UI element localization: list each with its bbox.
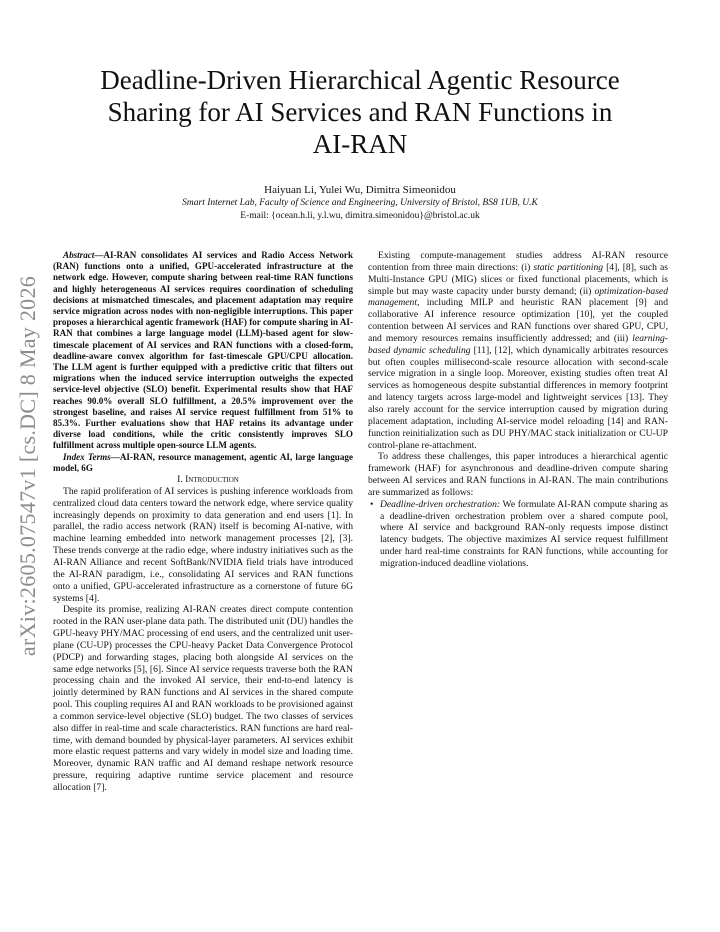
- intro-paragraph-2: Despite its promise, realizing AI-RAN creates direct compute contention rooted in the RAN user-plane data path. The distributed unit (DU) handles the GPU-heavy PHY/MAC processing of end users, and the centralized unit user-plane (CU-UP) processes the CPU-heavy Packet Data Convergence Protocol (PDCP) and forwarding stages, placing both alongside AI services on the same edge networks [5], [6]. Since AI service requests traverse both the RAN processing chain and the invoked AI service, their end-to-end latency is jointly determined by RAN functions and AI services in the shared compute pool. This coupling requires AI and RAN workloads to be provisioned against a common service-level objective (SLO) budget. The two classes of services also differ in real-time and scale characteristics. RAN functions are hard real-time, with demand bounded by physical-layer parameters. AI services exhibit more elastic request patterns and vary widely in model size and loading time. Moreover, dynamic RAN traffic and AI demand reshape network resource pressure, requiring adaptive runtime service placement and resource allocation [7].: [53, 604, 353, 793]
- affiliation: Smart Internet Lab, Faculty of Science and Engineering, University of Bristol, BS8 1UB, U.K: [182, 198, 538, 208]
- paper-title: Deadline-Driven Hierarchical Agentic Resource Sharing for AI Services and RAN Functions in AI-RAN: [100, 65, 620, 159]
- text-run: Existing compute-management studies address AI-RAN resource contention from three main directions: (i): [368, 250, 668, 273]
- index-terms: [53, 452, 353, 474]
- contribution-text: We formulate AI-RAN compute sharing as a deadline-driven orchestration problem over a shared compute pool, where AI service and background RAN-only requests impose distinct latency budgets. The objective maximizes AI service request fulfillment under hard real-time constraints for RAN functions, while accounting for migration-induced deadline violations.: [380, 498, 668, 569]
- intro-paragraph-4: To address these challenges, this paper introduces a hierarchical agentic framework (HAF) for asynchronous and deadline-driven compute sharing between AI services and RAN functions in AI-RAN. The main contributions are summarized as follows:: [368, 451, 668, 498]
- emphasis-learning-scheduling: learning-based dynamic scheduling: [368, 332, 668, 356]
- section-heading-introduction: I. Introduction: [177, 474, 239, 486]
- text-run: , including MILP and heuristic RAN placement [9] and collaborative AI inference resource optimization [10], yet the coupled contention between AI services and RAN functions over shared GPU, CPU, and memory resources remains insufficiently addressed; and (iii): [368, 297, 668, 344]
- right-column: [368, 250, 668, 570]
- abstract-text: —AI-RAN consolidates AI services and Radio Access Network (RAN) functions onto a unified, GPU-accelerated infrastructure at the network edge. However, compute sharing between real-time RAN functions and highly heterogeneous AI services requires coordination of scheduling decisions at mismatched timescales, and placement adaptation may require service migration across nodes with non-negligible interruptions. This paper proposes a hierarchical agentic framework (HAF) for compute sharing in AI-RAN that combines a large language model (LLM)-based agent for slow-timescale placement of AI services and RAN functions with a closed-form, deadline-aware convex algorithm for fast-timescale GPU/CPU allocation. The LLM agent is further equipped with a predictive critic that filters out migrations when the induced service interruption outweighs the expected service-level objective (SLO) benefit. Experimental results show that HAF reaches 90.0% overall SLO fulfillment, a 20.5% improvement over the strongest baseline, and raises AI service request fulfillment from 51% to 85.3%. Further evaluations show that HAF retains its advantage under diverse load conditions, while the critic consistently improves SLO fulfillment across multiple open-source LLM agents.: [53, 250, 353, 451]
- index-terms-label: Index Terms: [63, 451, 111, 462]
- author-email: E-mail: {ocean.h.li, y.l.wu, dimitra.simeonidou}@bristol.ac.uk: [240, 211, 480, 221]
- contribution-item: [370, 498, 668, 570]
- abstract: [53, 250, 353, 452]
- contribution-title: Deadline-driven orchestration:: [380, 498, 501, 510]
- emphasis-static-partitioning: static partitioning: [533, 261, 604, 273]
- bullet-marker: •: [370, 498, 374, 510]
- contribution-list: [368, 499, 668, 570]
- arxiv-sidebar-stamp: [10, 246, 46, 686]
- text-run: [11], [12], which dynamically arbitrates resources but often couples millisecond-scale resource allocation with second-scale service migration in a single loop. Moreover, existing studies often treat AI services as homogeneous despite substantial differences in memory footprint and latency targets across large-model and lightweight services [13]. They also rarely account for the service interruption caused by migration during placement adaptation, including AI-service model reloading [14] and RAN-function reinitialization such as DU PHY/MAC stack initialization or CU-UP control-plane re-attachment.: [368, 344, 668, 451]
- text-run: [4], [8], such as Multi-Instance GPU (MIG) slices or fixed functional placements, which is simple but may waste capacity under bursty demand; (ii): [368, 261, 668, 297]
- abstract-label: Abstract: [63, 250, 95, 260]
- index-terms-text: —AI-RAN, resource management, agentic AI, large language model, 6G: [53, 451, 353, 473]
- arxiv-identifier: arXiv:2605.07547v1 [cs.DC] 8 May 2026: [15, 275, 40, 657]
- intro-paragraph-3: [368, 250, 668, 451]
- left-column: [53, 250, 353, 794]
- emphasis-optimization-management: optimization-based management: [368, 285, 668, 309]
- author-list: Haiyuan Li, Yulei Wu, Dimitra Simeonidou: [264, 184, 456, 196]
- intro-paragraph-1: The rapid proliferation of AI services is pushing inference workloads from centralized cloud data centers toward the network edge, where service quality increasingly depends on proximity to data generation and end users [1]. In parallel, the radio access network (RAN) itself is becoming AI-native, with machine learning embedded into network management processes [2], [3]. These trends converge at the radio edge, where industry initiatives such as the AI-RAN Alliance and recent SoftBank/NVIDIA field trials have introduced the AI-RAN paradigm, i.e., consolidating AI services and RAN functions onto a unified, GPU-accelerated infrastructure as a cornerstone of future 6G systems [4].: [53, 485, 353, 604]
